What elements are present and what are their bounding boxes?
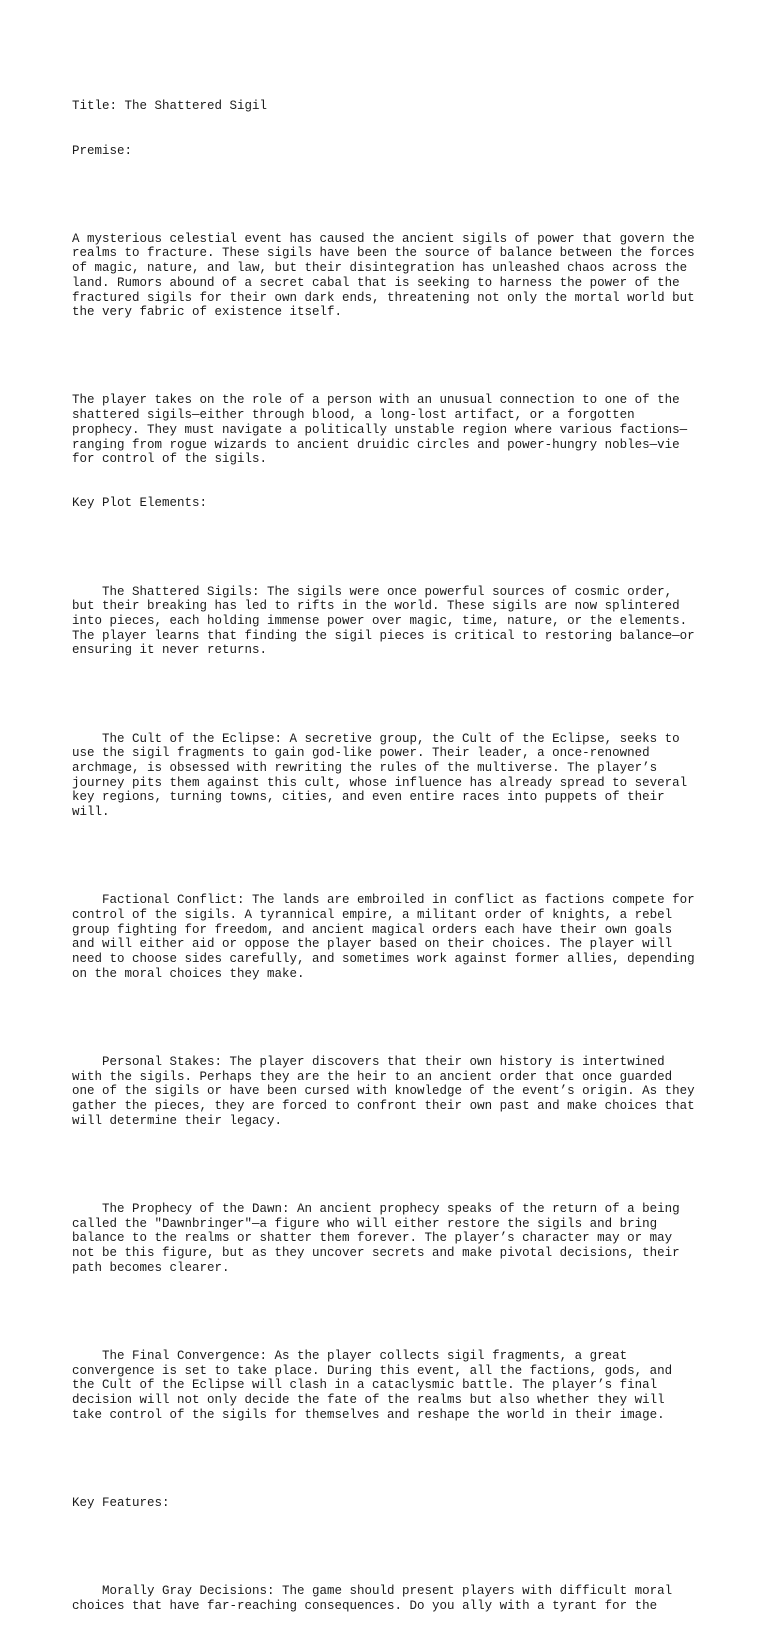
features-paragraph-morally-gray: Morally Gray Decisions: The game should present players with difficult moral choices that have far-reaching consequences. Do you ally with a tyrant for the bbox=[72, 1584, 680, 1613]
spacer bbox=[72, 849, 702, 864]
spacer bbox=[72, 1158, 702, 1173]
spacer bbox=[72, 540, 702, 555]
plot-paragraph-personal-stakes: Personal Stakes: The player discovers that their own history is intertwined with the sigils. Perhaps they are the heir to an ancient order that once guarded one of the sigils or have been cursed with knowledge of the event’s origin. As they gather the pieces, they are forced to confront their own past and make choices that will determine their legacy. bbox=[72, 1055, 703, 1128]
spacer bbox=[72, 1452, 702, 1467]
spacer bbox=[72, 349, 702, 364]
spacer bbox=[72, 1305, 702, 1320]
premise-heading: Premise: bbox=[72, 143, 133, 158]
spacer bbox=[72, 188, 702, 203]
spacer bbox=[72, 1540, 702, 1555]
spacer bbox=[72, 1011, 702, 1026]
plot-heading: Key Plot Elements: bbox=[72, 496, 208, 511]
premise-paragraph-2: The player takes on the role of a person with an unusual connection to one of the shattered sigils—either through blood, a long-lost artifact, or a forgotten prophecy. They must navigate a politically unstable region where various factions—ranging from rogue wizards to ancient druidic circles and power-hungry nobles—vie for control of the sigils. bbox=[72, 393, 688, 467]
spacer bbox=[72, 687, 702, 702]
premise-paragraph-1: A mysterious celestial event has caused the ancient sigils of power that govern the realms to fracture. These sigils have been the source of balance between the forces of magic, nature, and law, but their disintegration has unleashed chaos across the land. Rumors abound of a secret cabal that is seeking to harness the power of the fractured sigils for their own dark ends, threatening not only the mortal world but the very fabric of existence itself. bbox=[72, 231, 703, 320]
document-title: Title: The Shattered Sigil bbox=[72, 99, 268, 114]
plot-paragraph-shattered-sigils: The Shattered Sigils: The sigils were once powerful sources of cosmic order, but their breaking has led to rifts in the world. These sigils are now splintered into pieces, each holding immense power over magic, time, nature, or the elements. The player learns that finding the sigil pieces is critical to restoring balance—or ensuring it never returns. bbox=[72, 584, 703, 658]
document-page bbox=[72, 70, 702, 1628]
plot-paragraph-factional-conflict: Factional Conflict: The lands are embroiled in conflict as factions compete for control of the sigils. A tyrannical empire, a militant order of knights, a rebel group fighting for freedom, and ancient magical orders each have their own goals and will either aid or oppose the player based on their choices. The player will need to choose sides carefully, and sometimes work against former allies, depending on the moral choices they make. bbox=[72, 893, 703, 981]
plot-paragraph-prophecy: The Prophecy of the Dawn: An ancient prophecy speaks of the return of a being called the "Dawnbringer"—a figure who will either restore the sigils and bring balance to the realms or shatter them forever. The player’s character may or may not be this figure, but as they uncover secrets and make pivotal decisions, their path becomes clearer. bbox=[72, 1202, 688, 1275]
plot-paragraph-final-convergence: The Final Convergence: As the player collects sigil fragments, a great convergence is set to take place. During this event, all the factions, gods, and the Cult of the Eclipse will clash in a cataclysmic battle. The player’s final decision will not only decide the fate of the realms but also whether they will take control of the sigils for themselves and reshape the world in their image. bbox=[72, 1349, 680, 1422]
features-heading: Key Features: bbox=[72, 1496, 170, 1511]
plot-paragraph-cult-of-eclipse: The Cult of the Eclipse: A secretive group, the Cult of the Eclipse, seeks to use the sigil fragments to gain god-like power. Their leader, a once-renowned archmage, is obsessed with rewriting the rules of the multiverse. The player’s journey pits them against this cult, whose influence has already spread to several key regions, turning towns, cities, and even entire races into puppets of their will. bbox=[72, 731, 695, 820]
